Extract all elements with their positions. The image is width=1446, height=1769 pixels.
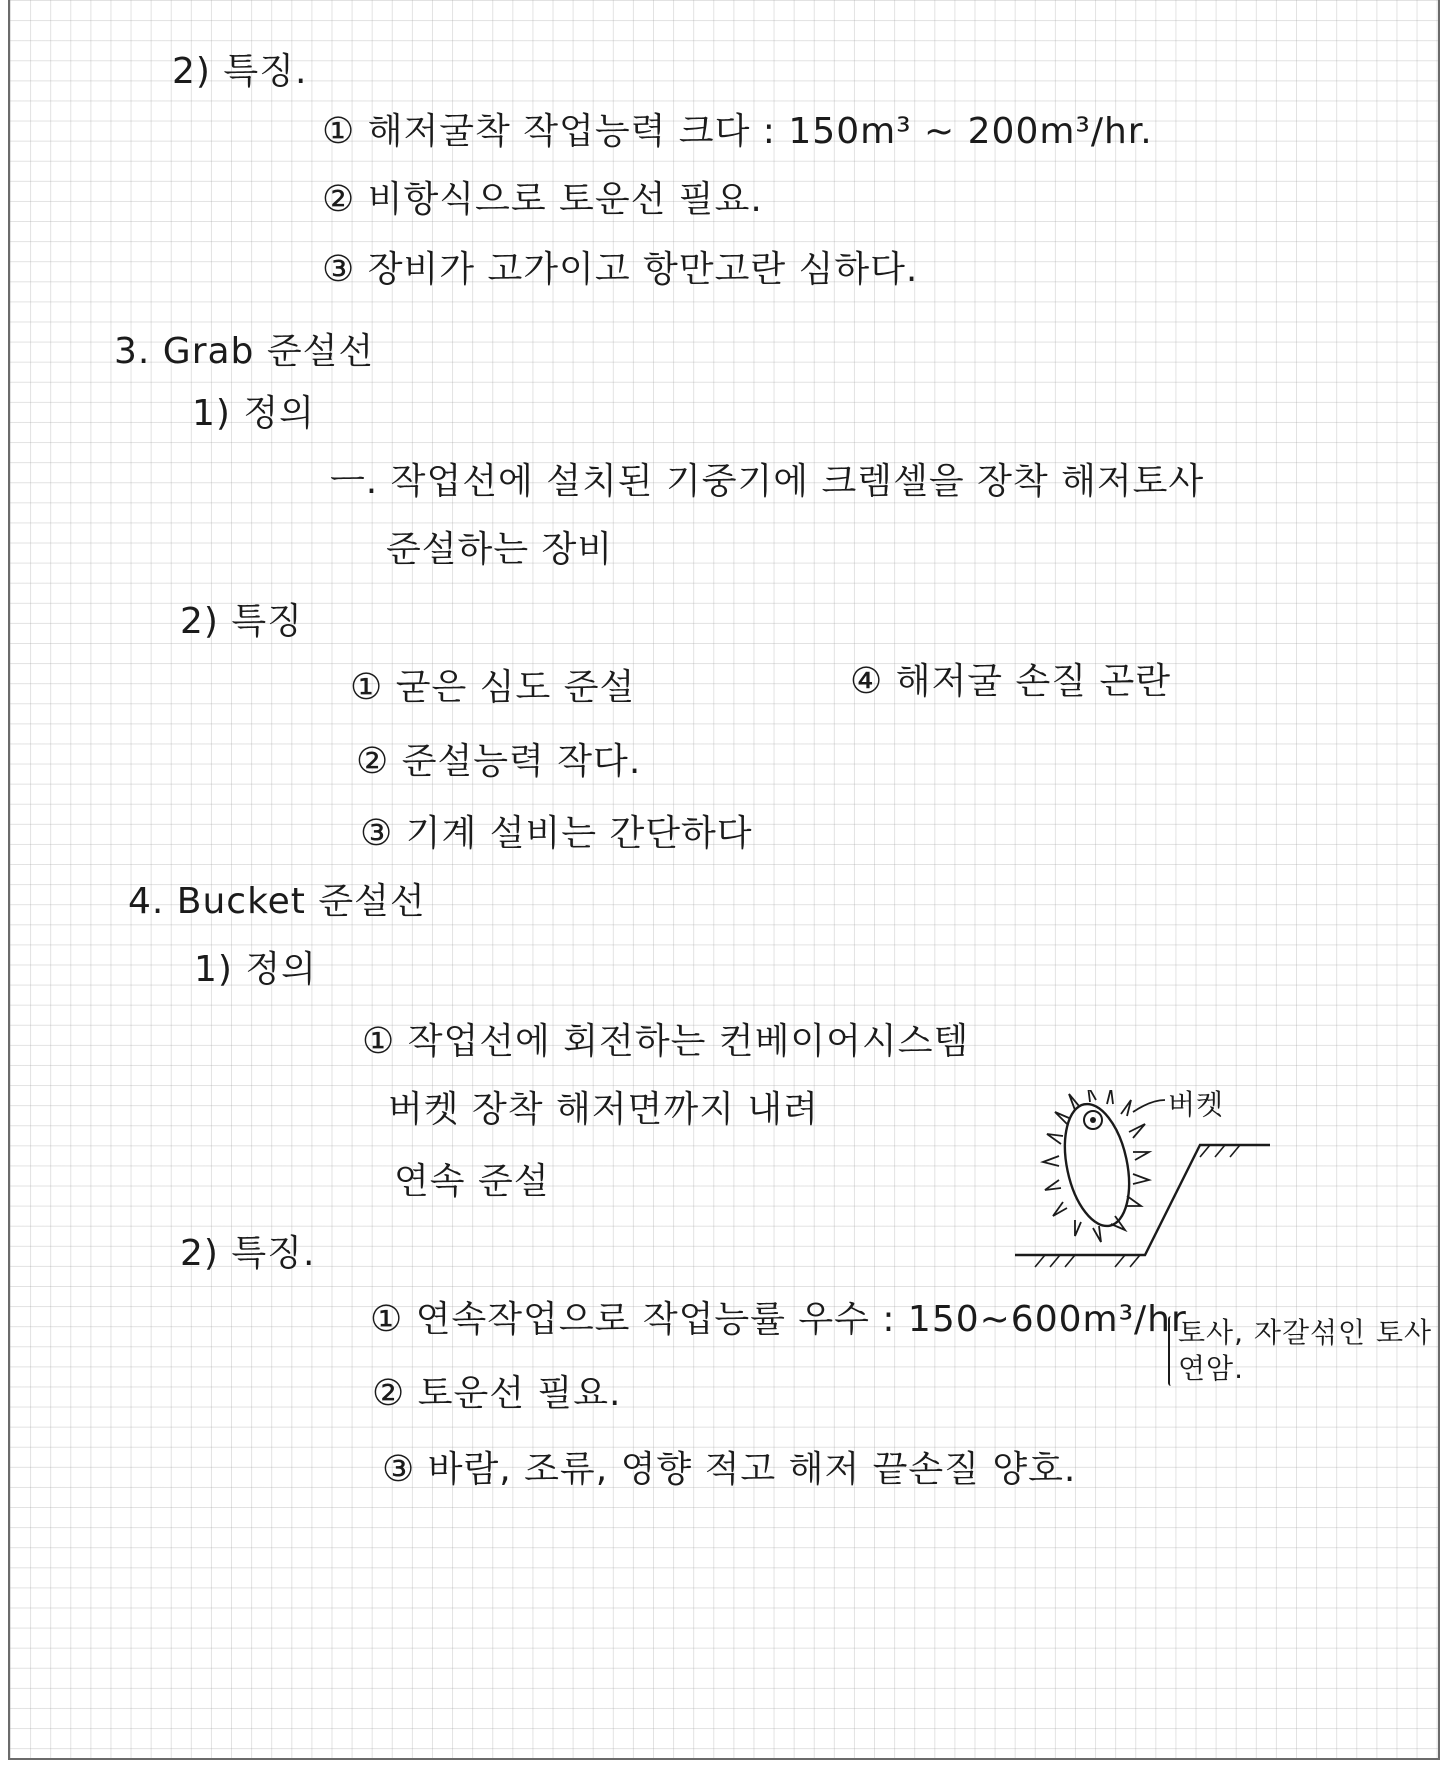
s4-definition-line-1: ① 작업선에 회전하는 컨베이어시스템 [362, 1021, 970, 1062]
s3-definition-line-1: ㅡ. 작업선에 설치된 기중기에 크렘셀을 장착 해저토사 [330, 461, 1205, 502]
s2-feature-3: ③ 장비가 고가이고 항만고란 심하다. [322, 249, 919, 290]
s4-features-heading: 2) 특징. [180, 1233, 316, 1274]
note-bracket [1168, 1316, 1174, 1386]
notebook-page [8, 0, 1440, 1760]
s3-definition-heading: 1) 정의 [192, 393, 315, 434]
s4-definition-heading: 1) 정의 [194, 949, 317, 990]
s4-definition-line-2: 버켓 장착 해저면까지 내려 [388, 1089, 819, 1130]
section-3-title: 3. Grab 준설선 [114, 331, 375, 372]
s3-feature-4: ④ 해저굴 손질 곤란 [850, 661, 1172, 702]
s2-feature-2: ② 비항식으로 토운선 필요. [322, 179, 763, 220]
s3-feature-1: ① 굳은 심도 준설 [350, 667, 636, 708]
s3-feature-3: ③ 기계 설비는 간단하다 [360, 813, 753, 854]
section-4-title: 4. Bucket 준설선 [128, 881, 426, 922]
s4-feature-2: ② 토운선 필요. [372, 1373, 622, 1414]
s3-definition-line-2: 준설하는 장비 [386, 529, 614, 570]
bucket-dredger-sketch [1015, 1090, 1415, 1340]
soil-note-line-1: 토사, 자갈섞인 토사 [1178, 1316, 1433, 1349]
s3-features-heading: 2) 특징 [180, 601, 303, 642]
s2-features-heading: 2) 특징. [172, 51, 308, 92]
s2-feature-1: ① 해저굴착 작업능력 크다 : 150m³ ~ 200m³/hr. [322, 111, 1153, 152]
label-pointer [1133, 1100, 1165, 1112]
bucket-chain [1043, 1090, 1149, 1242]
bucket-label: 버켓 [1168, 1088, 1225, 1121]
s3-feature-2: ② 준설능력 작다. [356, 741, 642, 782]
soil-note-line-2: 연암. [1178, 1352, 1244, 1385]
seabed-slope-line [1015, 1145, 1270, 1255]
s4-definition-line-3: 연속 준설 [394, 1161, 550, 1202]
s4-feature-3: ③ 바람, 조류, 영향 적고 해저 끝손질 양호. [382, 1449, 1077, 1490]
s4-feature-1: ① 연속작업으로 작업능률 우수 : 150~600m³/hr [370, 1299, 1187, 1340]
